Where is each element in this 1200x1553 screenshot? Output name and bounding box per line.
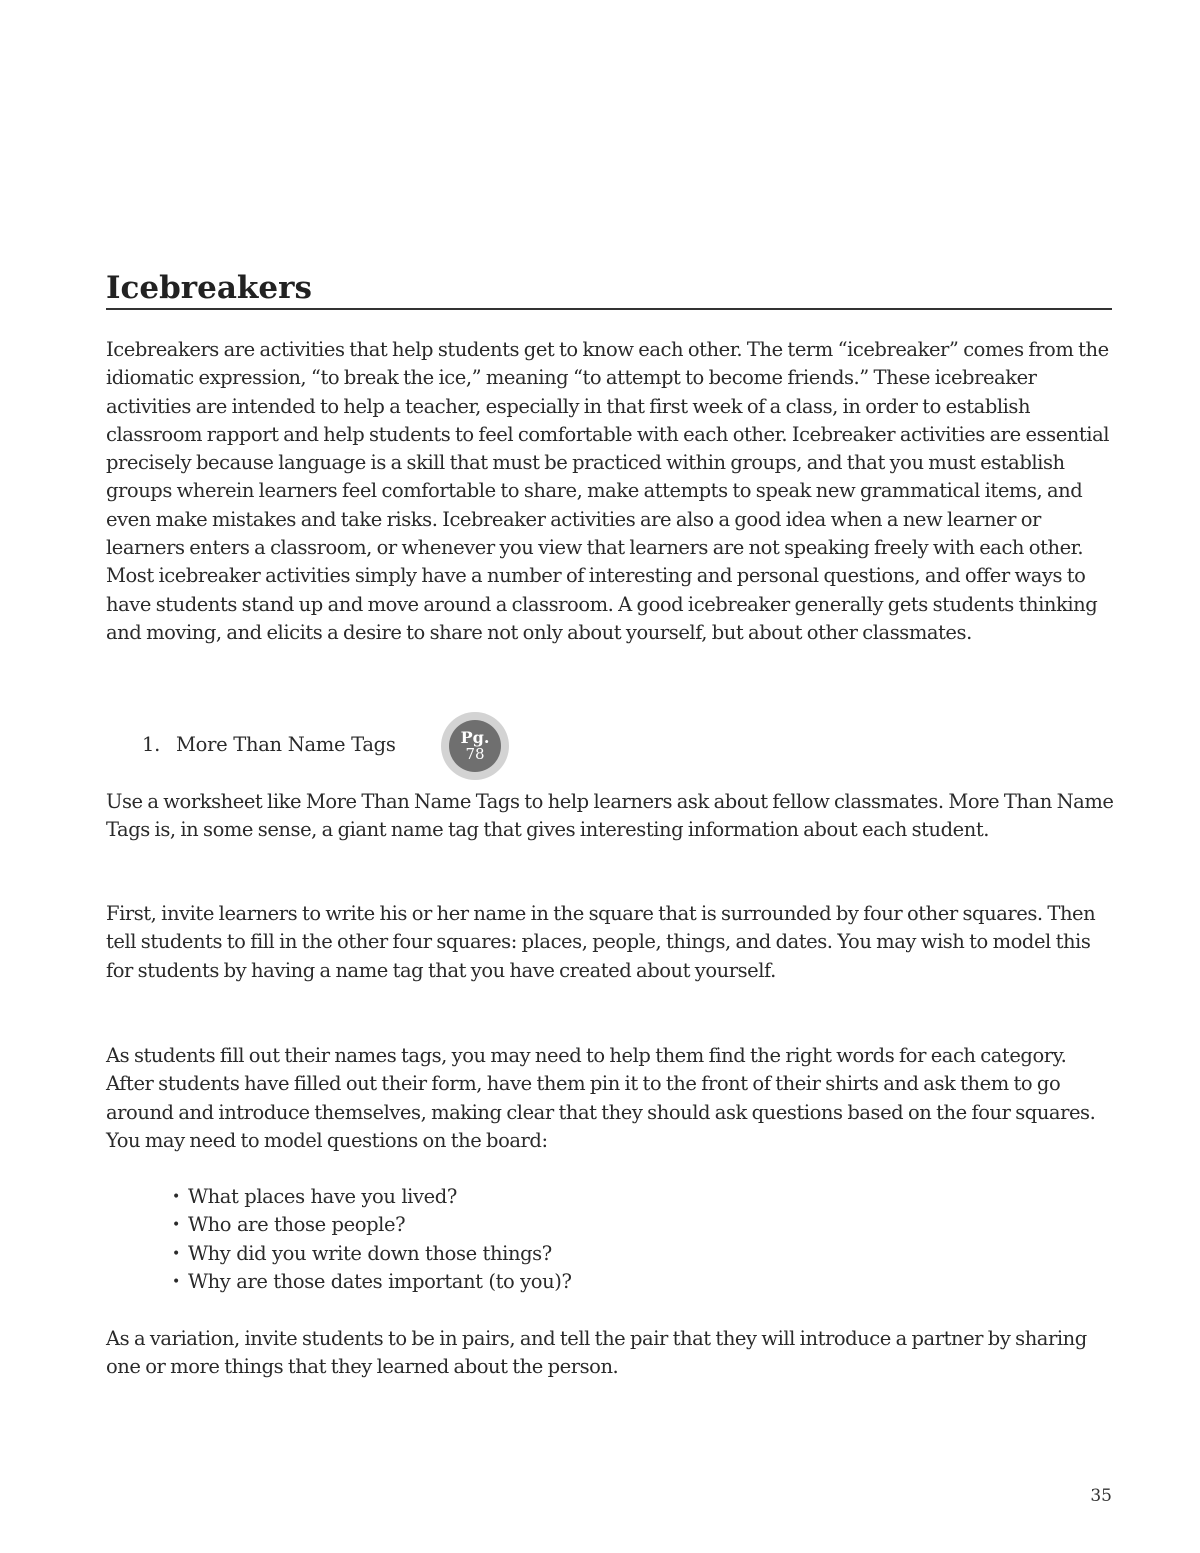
instructions-paragraph: First, invite learners to write his or her name in the square that is surrounded by four other squares. Then tell students to fill in the other four squares: places, people, things, and dates. You may wish to model this for students by having a name tag that you have created about yourself. xyxy=(106,902,1096,982)
title-underline xyxy=(106,308,1112,310)
page-reference-badge xyxy=(441,712,509,780)
intro-paragraph: Icebreakers are activities that help students get to know each other. The term “icebreaker” comes from the idiomatic expression, “to break the ice,” meaning “to attempt to become friends.” These icebreaker activities are intended to help a teacher, especially in that first week of a class, in order to establish classroom rapport and help students to feel comfortable with each other. Icebreaker activities are essential precisely because language is a skill that must be practiced within groups, and that you must establish groups wherein learners feel comfortable to share, make attempts to speak new grammatical items, and even make mistakes and take risks. Icebreaker activities are also a good idea when a new learner or learners enters a classroom, or whenever you view that learners are not speaking freely with each other. Most icebreaker activities simply have a number of interesting and personal questions, and offer ways to have students stand up and move around a classroom. A good icebreaker generally gets students thinking and moving, and elicits a desire to share not only about yourself, but about other classmates. xyxy=(106,338,1110,644)
bullet-icon: • xyxy=(172,1217,180,1234)
closing-paragraph: As a variation, invite students to be in pairs, and tell the pair that they will introduce a partner by sharing one or more things that they learned about the person. xyxy=(106,1327,1087,1379)
question-list xyxy=(170,1183,572,1296)
bullet-icon: • xyxy=(172,1273,180,1290)
activity-title: More Than Name Tags xyxy=(176,733,396,756)
question-text: Why are those dates important (to you)? xyxy=(188,1269,572,1293)
list-item xyxy=(170,1183,572,1211)
worksheet-paragraph: Use a worksheet like More Than Name Tags to help learners ask about fellow classmates. More Than Name Tags is, in some sense, a giant name tag that gives interesting information about each student. xyxy=(106,790,1114,842)
question-text: What places have you lived? xyxy=(188,1185,457,1208)
list-item xyxy=(170,1240,572,1268)
list-item xyxy=(170,1268,572,1296)
list-item xyxy=(170,1211,572,1239)
activity-number: 1. xyxy=(142,733,161,756)
bullet-icon: • xyxy=(172,1245,180,1262)
page-title: Icebreakers xyxy=(106,270,312,306)
question-text: Who are those people? xyxy=(188,1213,406,1237)
page-number: 35 xyxy=(1090,1486,1112,1506)
page-reference-label: Pg. xyxy=(460,728,490,747)
question-text: Why did you write down those things? xyxy=(188,1241,552,1265)
bullet-icon: • xyxy=(172,1189,180,1205)
questions-intro-paragraph: As students fill out their names tags, you may need to help them find the right words for each category. After students have filled out their form, have them pin it to the front of their shirts and ask them to go around and introduce themselves, making clear that they should ask questions based on the four squares. You may need to model questions on the board: xyxy=(106,1044,1096,1152)
page-reference-badge-inner xyxy=(449,720,501,772)
page-reference-number: 78 xyxy=(465,745,485,763)
activity-list-item xyxy=(142,731,396,759)
